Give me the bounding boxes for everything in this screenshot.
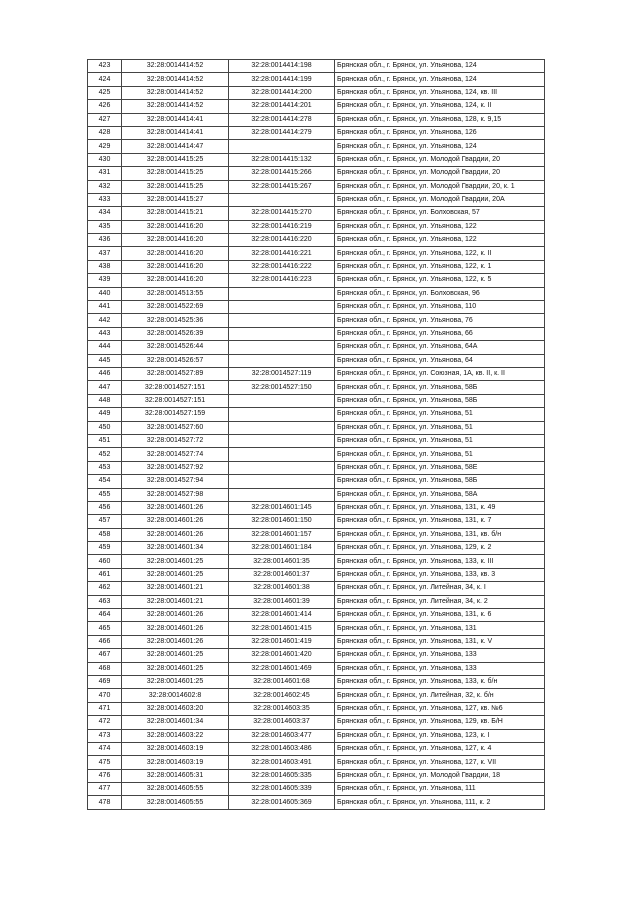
row-number-cell: 446 [88, 367, 122, 380]
table-row [88, 475, 545, 488]
table-row [88, 287, 545, 300]
parcel-number-cell: 32:28:0014416:20 [122, 260, 229, 273]
address-cell: Брянская обл., г. Брянск, ул. Ульянова, 131, к. V [335, 635, 545, 648]
parcel-number-cell: 32:28:0014416:20 [122, 234, 229, 247]
parcel-number-cell: 32:28:0014527:94 [122, 475, 229, 488]
address-cell: Брянская обл., г. Брянск, ул. Молодой Гвардии, 18 [335, 769, 545, 782]
row-number-cell: 434 [88, 207, 122, 220]
table-row [88, 394, 545, 407]
object-number-cell: 32:28:0014605:339 [229, 783, 335, 796]
parcel-number-cell: 32:28:0014416:20 [122, 274, 229, 287]
row-number-cell: 447 [88, 381, 122, 394]
table-row [88, 528, 545, 541]
row-number-cell: 462 [88, 582, 122, 595]
parcel-number-cell: 32:28:0014522:69 [122, 301, 229, 314]
table-row [88, 689, 545, 702]
row-number-cell: 453 [88, 461, 122, 474]
object-number-cell [229, 408, 335, 421]
row-number-cell: 450 [88, 421, 122, 434]
table-row [88, 86, 545, 99]
object-number-cell: 32:28:0014601:469 [229, 662, 335, 675]
row-number-cell: 428 [88, 126, 122, 139]
parcel-number-cell: 32:28:0014527:98 [122, 488, 229, 501]
address-cell: Брянская обл., г. Брянск, ул. Ульянова, 127, к. 4 [335, 742, 545, 755]
address-cell: Брянская обл., г. Брянск, ул. Ульянова, 133 [335, 649, 545, 662]
address-cell: Брянская обл., г. Брянск, ул. Ульянова, 58Б [335, 381, 545, 394]
table-row [88, 220, 545, 233]
object-number-cell: 32:28:0014601:415 [229, 622, 335, 635]
row-number-cell: 470 [88, 689, 122, 702]
address-cell: Брянская обл., г. Брянск, ул. Ульянова, 66 [335, 327, 545, 340]
parcel-number-cell: 32:28:0014414:47 [122, 140, 229, 153]
object-number-cell: 32:28:0014414:201 [229, 100, 335, 113]
table-row [88, 756, 545, 769]
table-row [88, 314, 545, 327]
address-cell: Брянская обл., г. Брянск, ул. Болховская, 57 [335, 207, 545, 220]
row-number-cell: 449 [88, 408, 122, 421]
object-number-cell: 32:28:0014605:335 [229, 769, 335, 782]
row-number-cell: 473 [88, 729, 122, 742]
table-row [88, 555, 545, 568]
address-cell: Брянская обл., г. Брянск, ул. Литейная, 34, к. I [335, 582, 545, 595]
parcel-number-cell: 32:28:0014605:55 [122, 783, 229, 796]
table-row [88, 582, 545, 595]
object-number-cell: 32:28:0014603:477 [229, 729, 335, 742]
object-number-cell: 32:28:0014601:38 [229, 582, 335, 595]
object-number-cell: 32:28:0014414:199 [229, 73, 335, 86]
row-number-cell: 467 [88, 649, 122, 662]
parcel-number-cell: 32:28:0014415:25 [122, 153, 229, 166]
address-cell: Брянская обл., г. Брянск, ул. Молодой Гвардии, 20 [335, 167, 545, 180]
object-number-cell: 32:28:0014416:220 [229, 234, 335, 247]
table-row [88, 421, 545, 434]
row-number-cell: 431 [88, 167, 122, 180]
object-number-cell [229, 301, 335, 314]
table-row [88, 341, 545, 354]
parcel-number-cell: 32:28:0014601:34 [122, 542, 229, 555]
table-row [88, 153, 545, 166]
parcel-number-cell: 32:28:0014527:89 [122, 367, 229, 380]
object-number-cell: 32:28:0014601:39 [229, 595, 335, 608]
table-row [88, 488, 545, 501]
address-cell: Брянская обл., г. Брянск, ул. Ульянова, 122, к. 5 [335, 274, 545, 287]
address-cell: Брянская обл., г. Брянск, ул. Ульянова, 129, кв. Б/Н [335, 716, 545, 729]
parcel-number-cell: 32:28:0014415:21 [122, 207, 229, 220]
row-number-cell: 435 [88, 220, 122, 233]
object-number-cell [229, 434, 335, 447]
row-number-cell: 460 [88, 555, 122, 568]
row-number-cell: 471 [88, 702, 122, 715]
table-row [88, 783, 545, 796]
table-row [88, 662, 545, 675]
table-row [88, 742, 545, 755]
row-number-cell: 456 [88, 501, 122, 514]
object-number-cell: 32:28:0014527:119 [229, 367, 335, 380]
parcel-number-cell: 32:28:0014527:151 [122, 381, 229, 394]
row-number-cell: 433 [88, 193, 122, 206]
row-number-cell: 463 [88, 595, 122, 608]
row-number-cell: 439 [88, 274, 122, 287]
table-row [88, 448, 545, 461]
table-row [88, 515, 545, 528]
address-cell: Брянская обл., г. Брянск, ул. Ульянова, 122, к. II [335, 247, 545, 260]
address-cell: Брянская обл., г. Брянск, ул. Ульянова, 126 [335, 126, 545, 139]
row-number-cell: 430 [88, 153, 122, 166]
row-number-cell: 442 [88, 314, 122, 327]
row-number-cell: 424 [88, 73, 122, 86]
object-number-cell: 32:28:0014603:486 [229, 742, 335, 755]
address-cell: Брянская обл., г. Брянск, ул. Ульянова, 122 [335, 234, 545, 247]
address-cell: Брянская обл., г. Брянск, ул. Ульянова, 111, к. 2 [335, 796, 545, 809]
object-number-cell [229, 193, 335, 206]
object-number-cell [229, 448, 335, 461]
row-number-cell: 438 [88, 260, 122, 273]
parcel-number-cell: 32:28:0014414:52 [122, 60, 229, 73]
parcel-number-cell: 32:28:0014526:57 [122, 354, 229, 367]
address-cell: Брянская обл., г. Брянск, ул. Ульянова, 123, к. I [335, 729, 545, 742]
address-cell: Брянская обл., г. Брянск, ул. Ульянова, 131, к. 7 [335, 515, 545, 528]
parcel-number-cell: 32:28:0014527:74 [122, 448, 229, 461]
table-row [88, 367, 545, 380]
address-cell: Брянская обл., г. Брянск, ул. Ульянова, 122 [335, 220, 545, 233]
row-number-cell: 454 [88, 475, 122, 488]
object-number-cell: 32:28:0014415:132 [229, 153, 335, 166]
row-number-cell: 425 [88, 86, 122, 99]
parcel-number-cell: 32:28:0014513:55 [122, 287, 229, 300]
table-row [88, 716, 545, 729]
parcel-number-cell: 32:28:0014527:159 [122, 408, 229, 421]
parcel-number-cell: 32:28:0014601:26 [122, 528, 229, 541]
table-row [88, 675, 545, 688]
parcel-number-cell: 32:28:0014601:25 [122, 675, 229, 688]
table-row [88, 434, 545, 447]
object-number-cell: 32:28:0014603:37 [229, 716, 335, 729]
object-number-cell: 32:28:0014527:150 [229, 381, 335, 394]
address-cell: Брянская обл., г. Брянск, ул. Ульянова, 131, кв. б/н [335, 528, 545, 541]
object-number-cell: 32:28:0014601:37 [229, 568, 335, 581]
object-number-cell: 32:28:0014416:219 [229, 220, 335, 233]
row-number-cell: 441 [88, 301, 122, 314]
row-number-cell: 468 [88, 662, 122, 675]
table-row [88, 301, 545, 314]
table-row [88, 247, 545, 260]
address-cell: Брянская обл., г. Брянск, ул. Ульянова, 124 [335, 73, 545, 86]
object-number-cell: 32:28:0014601:35 [229, 555, 335, 568]
address-cell: Брянская обл., г. Брянск, ул. Ульянова, 76 [335, 314, 545, 327]
row-number-cell: 427 [88, 113, 122, 126]
row-number-cell: 452 [88, 448, 122, 461]
parcel-number-cell: 32:28:0014415:25 [122, 167, 229, 180]
table-row [88, 649, 545, 662]
object-number-cell [229, 488, 335, 501]
row-number-cell: 466 [88, 635, 122, 648]
object-number-cell [229, 421, 335, 434]
object-number-cell: 32:28:0014601:414 [229, 609, 335, 622]
object-number-cell: 32:28:0014415:267 [229, 180, 335, 193]
parcel-number-cell: 32:28:0014414:52 [122, 100, 229, 113]
row-number-cell: 458 [88, 528, 122, 541]
object-number-cell: 32:28:0014414:278 [229, 113, 335, 126]
object-number-cell: 32:28:0014601:420 [229, 649, 335, 662]
parcel-number-cell: 32:28:0014527:151 [122, 394, 229, 407]
address-cell: Брянская обл., г. Брянск, ул. Ульянова, 111 [335, 783, 545, 796]
object-number-cell: 32:28:0014601:157 [229, 528, 335, 541]
row-number-cell: 444 [88, 341, 122, 354]
table-row [88, 729, 545, 742]
address-cell: Брянская обл., г. Брянск, ул. Ульянова, 124, кв. III [335, 86, 545, 99]
table-row [88, 113, 545, 126]
parcel-number-cell: 32:28:0014601:26 [122, 635, 229, 648]
address-cell: Брянская обл., г. Брянск, ул. Ульянова, 124 [335, 60, 545, 73]
address-cell: Брянская обл., г. Брянск, ул. Молодой Гвардии, 20 [335, 153, 545, 166]
object-number-cell [229, 140, 335, 153]
address-cell: Брянская обл., г. Брянск, ул. Ульянова, 131, к. 6 [335, 609, 545, 622]
parcel-number-cell: 32:28:0014601:26 [122, 622, 229, 635]
parcel-number-cell: 32:28:0014603:19 [122, 756, 229, 769]
row-number-cell: 443 [88, 327, 122, 340]
table-row [88, 769, 545, 782]
row-number-cell: 478 [88, 796, 122, 809]
address-cell: Брянская обл., г. Брянск, ул. Молодой Гвардии, 20, к. 1 [335, 180, 545, 193]
object-number-cell: 32:28:0014601:419 [229, 635, 335, 648]
row-number-cell: 455 [88, 488, 122, 501]
object-number-cell: 32:28:0014601:184 [229, 542, 335, 555]
row-number-cell: 440 [88, 287, 122, 300]
object-number-cell: 32:28:0014416:221 [229, 247, 335, 260]
address-cell: Брянская обл., г. Брянск, ул. Молодой Гвардии, 20А [335, 193, 545, 206]
object-number-cell [229, 287, 335, 300]
address-cell: Брянская обл., г. Брянск, ул. Ульянова, 51 [335, 408, 545, 421]
object-number-cell: 32:28:0014416:223 [229, 274, 335, 287]
parcel-number-cell: 32:28:0014601:26 [122, 515, 229, 528]
object-number-cell [229, 314, 335, 327]
address-cell: Брянская обл., г. Брянск, ул. Ульянова, 58Б [335, 394, 545, 407]
row-number-cell: 426 [88, 100, 122, 113]
table-row [88, 622, 545, 635]
parcel-number-cell: 32:28:0014525:36 [122, 314, 229, 327]
parcel-number-cell: 32:28:0014605:31 [122, 769, 229, 782]
address-cell: Брянская обл., г. Брянск, ул. Ульянова, 131 [335, 622, 545, 635]
object-number-cell: 32:28:0014416:222 [229, 260, 335, 273]
table-row [88, 207, 545, 220]
address-cell: Брянская обл., г. Брянск, ул. Ульянова, 133, к. б/н [335, 675, 545, 688]
table-row [88, 274, 545, 287]
parcel-number-cell: 32:28:0014601:34 [122, 716, 229, 729]
address-cell: Брянская обл., г. Брянск, ул. Ульянова, 51 [335, 448, 545, 461]
address-cell: Брянская обл., г. Брянск, ул. Ульянова, 133 [335, 662, 545, 675]
object-number-cell [229, 394, 335, 407]
table-row [88, 327, 545, 340]
address-cell: Брянская обл., г. Брянск, ул. Ульянова, 131, к. 49 [335, 501, 545, 514]
object-number-cell: 32:28:0014601:145 [229, 501, 335, 514]
table-row [88, 461, 545, 474]
parcel-number-cell: 32:28:0014527:60 [122, 421, 229, 434]
row-number-cell: 448 [88, 394, 122, 407]
table-row [88, 193, 545, 206]
address-cell: Брянская обл., г. Брянск, ул. Литейная, 34, к. 2 [335, 595, 545, 608]
table-row [88, 609, 545, 622]
table-row [88, 595, 545, 608]
address-cell: Брянская обл., г. Брянск, ул. Союзная, 1А, кв. II, к. II [335, 367, 545, 380]
row-number-cell: 437 [88, 247, 122, 260]
address-cell: Брянская обл., г. Брянск, ул. Ульянова, 64А [335, 341, 545, 354]
object-number-cell: 32:28:0014601:150 [229, 515, 335, 528]
object-number-cell: 32:28:0014605:369 [229, 796, 335, 809]
address-cell: Брянская обл., г. Брянск, ул. Ульянова, 124 [335, 140, 545, 153]
table-row [88, 100, 545, 113]
address-cell: Брянская обл., г. Брянск, ул. Ульянова, 110 [335, 301, 545, 314]
object-number-cell: 32:28:0014603:35 [229, 702, 335, 715]
object-number-cell [229, 461, 335, 474]
object-number-cell: 32:28:0014603:491 [229, 756, 335, 769]
parcel-number-cell: 32:28:0014416:20 [122, 247, 229, 260]
parcel-number-cell: 32:28:0014601:26 [122, 609, 229, 622]
row-number-cell: 472 [88, 716, 122, 729]
cadastral-table [87, 59, 545, 810]
parcel-number-cell: 32:28:0014601:26 [122, 501, 229, 514]
object-number-cell: 32:28:0014414:200 [229, 86, 335, 99]
parcel-number-cell: 32:28:0014603:20 [122, 702, 229, 715]
address-cell: Брянская обл., г. Брянск, ул. Ульянова, 58Е [335, 461, 545, 474]
address-cell: Брянская обл., г. Брянск, ул. Ульянова, 127, к. VII [335, 756, 545, 769]
table-row [88, 702, 545, 715]
table-row [88, 126, 545, 139]
table-row [88, 73, 545, 86]
row-number-cell: 432 [88, 180, 122, 193]
parcel-number-cell: 32:28:0014601:21 [122, 582, 229, 595]
object-number-cell [229, 327, 335, 340]
row-number-cell: 423 [88, 60, 122, 73]
address-cell: Брянская обл., г. Брянск, ул. Ульянова, 51 [335, 421, 545, 434]
row-number-cell: 469 [88, 675, 122, 688]
parcel-number-cell: 32:28:0014605:55 [122, 796, 229, 809]
table-row [88, 60, 545, 73]
table-row [88, 234, 545, 247]
table-row [88, 180, 545, 193]
row-number-cell: 474 [88, 742, 122, 755]
table-row [88, 568, 545, 581]
table-row [88, 635, 545, 648]
row-number-cell: 475 [88, 756, 122, 769]
parcel-number-cell: 32:28:0014601:25 [122, 649, 229, 662]
object-number-cell: 32:28:0014415:270 [229, 207, 335, 220]
table-body [88, 60, 545, 810]
address-cell: Брянская обл., г. Брянск, ул. Ульянова, 122, к. 1 [335, 260, 545, 273]
parcel-number-cell: 32:28:0014415:25 [122, 180, 229, 193]
object-number-cell: 32:28:0014414:198 [229, 60, 335, 73]
address-cell: Брянская обл., г. Брянск, ул. Литейная, 32, к. б/н [335, 689, 545, 702]
table-row [88, 381, 545, 394]
object-number-cell: 32:28:0014602:45 [229, 689, 335, 702]
row-number-cell: 476 [88, 769, 122, 782]
row-number-cell: 461 [88, 568, 122, 581]
parcel-number-cell: 32:28:0014414:52 [122, 73, 229, 86]
parcel-number-cell: 32:28:0014602:8 [122, 689, 229, 702]
table-row [88, 354, 545, 367]
object-number-cell [229, 341, 335, 354]
parcel-number-cell: 32:28:0014527:72 [122, 434, 229, 447]
address-cell: Брянская обл., г. Брянск, ул. Ульянова, 124, к. II [335, 100, 545, 113]
row-number-cell: 451 [88, 434, 122, 447]
parcel-number-cell: 32:28:0014601:25 [122, 555, 229, 568]
address-cell: Брянская обл., г. Брянск, ул. Ульянова, 129, к. 2 [335, 542, 545, 555]
parcel-number-cell: 32:28:0014603:19 [122, 742, 229, 755]
address-cell: Брянская обл., г. Брянск, ул. Ульянова, 58А [335, 488, 545, 501]
table-row [88, 501, 545, 514]
address-cell: Брянская обл., г. Брянск, ул. Ульянова, 127, кв. №6 [335, 702, 545, 715]
table-row [88, 167, 545, 180]
object-number-cell: 32:28:0014415:266 [229, 167, 335, 180]
row-number-cell: 477 [88, 783, 122, 796]
parcel-number-cell: 32:28:0014414:41 [122, 113, 229, 126]
row-number-cell: 436 [88, 234, 122, 247]
parcel-number-cell: 32:28:0014603:22 [122, 729, 229, 742]
address-cell: Брянская обл., г. Брянск, ул. Ульянова, 133, к. III [335, 555, 545, 568]
row-number-cell: 457 [88, 515, 122, 528]
object-number-cell [229, 354, 335, 367]
row-number-cell: 429 [88, 140, 122, 153]
address-cell: Брянская обл., г. Брянск, ул. Ульянова, 133, кв. 3 [335, 568, 545, 581]
address-cell: Брянская обл., г. Брянск, ул. Ульянова, 58Б [335, 475, 545, 488]
parcel-number-cell: 32:28:0014601:25 [122, 568, 229, 581]
object-number-cell [229, 475, 335, 488]
address-cell: Брянская обл., г. Брянск, ул. Болховская, 96 [335, 287, 545, 300]
parcel-number-cell: 32:28:0014415:27 [122, 193, 229, 206]
parcel-number-cell: 32:28:0014526:44 [122, 341, 229, 354]
parcel-number-cell: 32:28:0014601:21 [122, 595, 229, 608]
table-row [88, 542, 545, 555]
object-number-cell: 32:28:0014601:68 [229, 675, 335, 688]
parcel-number-cell: 32:28:0014416:20 [122, 220, 229, 233]
object-number-cell: 32:28:0014414:279 [229, 126, 335, 139]
address-cell: Брянская обл., г. Брянск, ул. Ульянова, 64 [335, 354, 545, 367]
address-cell: Брянская обл., г. Брянск, ул. Ульянова, 51 [335, 434, 545, 447]
parcel-number-cell: 32:28:0014414:52 [122, 86, 229, 99]
row-number-cell: 465 [88, 622, 122, 635]
parcel-number-cell: 32:28:0014601:25 [122, 662, 229, 675]
parcel-number-cell: 32:28:0014526:39 [122, 327, 229, 340]
table-row [88, 408, 545, 421]
row-number-cell: 445 [88, 354, 122, 367]
row-number-cell: 459 [88, 542, 122, 555]
address-cell: Брянская обл., г. Брянск, ул. Ульянова, 128, к. 9,15 [335, 113, 545, 126]
table-row [88, 140, 545, 153]
parcel-number-cell: 32:28:0014527:92 [122, 461, 229, 474]
parcel-number-cell: 32:28:0014414:41 [122, 126, 229, 139]
row-number-cell: 464 [88, 609, 122, 622]
table-row [88, 796, 545, 809]
table-row [88, 260, 545, 273]
